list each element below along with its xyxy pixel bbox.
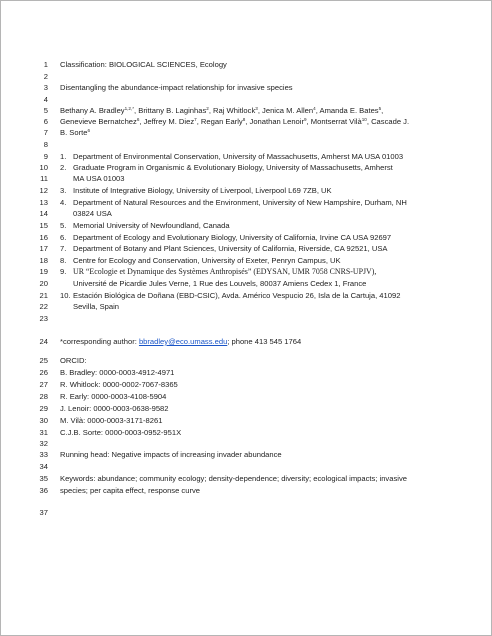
line-number: 13 <box>39 198 48 207</box>
affiliation-number: 5. <box>60 221 67 230</box>
phone-text: ; phone 413 545 1764 <box>227 337 302 346</box>
line-number: 36 <box>39 486 48 495</box>
affiliation-number: 10. <box>60 291 71 300</box>
line-number: 16 <box>39 233 48 242</box>
author-name: Jonathan Lenoir <box>249 117 304 126</box>
running-head: Running head: Negative impacts of increasing invader abundance <box>60 450 282 459</box>
line-number: 3 <box>43 83 48 92</box>
author-name: Raj Whitlock <box>213 106 256 115</box>
orcid-entry: R. Early: 0000-0003-4108-5904 <box>60 392 167 401</box>
affiliation-number: 9. <box>60 267 67 276</box>
author-affil: 6 <box>136 117 140 122</box>
line-number: 21 <box>39 291 48 300</box>
author-name: Regan Early <box>200 117 243 126</box>
author-affil: 7 <box>194 117 197 122</box>
keywords-line-1: Keywords: abundance; community ecology; density-dependence; diversity; ecological impacts; invasive <box>60 474 407 483</box>
orcid-entry: J. Lenoir: 0000-0003-0638-9582 <box>60 404 169 413</box>
affiliation-text: UR “Ecologie et Dynamique des Systèmes Anthropisés” (EDYSAN, UMR 7058 CNRS-UPJV), <box>73 267 377 276</box>
line-number: 22 <box>39 302 48 311</box>
line-number: 24 <box>39 337 48 346</box>
author-name: Amanda E. Bates <box>319 106 379 115</box>
line-number: 4 <box>43 95 48 104</box>
keywords-line-2: species; per capita effect, response curve <box>60 486 200 495</box>
affiliation-text: Centre for Ecology and Conservation, University of Exeter, Penryn Campus, UK <box>73 256 341 265</box>
author-name: Montserrat Vilà <box>310 117 362 126</box>
author-affil: 5 <box>378 106 382 111</box>
orcid-entry: R. Whitlock: 0000-0002-7067-8365 <box>60 380 178 389</box>
line-number: 27 <box>39 380 48 389</box>
affiliation-text-cont: Université de Picardie Jules Verne, 1 Rue des Louvels, 80037 Amiens Cedex 1, France <box>73 279 367 288</box>
email-link[interactable]: bbradley@eco.umass.edu <box>138 337 228 346</box>
orcid-entry: C.J.B. Sorte: 0000-0003-0952-951X <box>60 428 182 437</box>
line-number: 26 <box>39 368 48 377</box>
line-number: 31 <box>39 428 48 437</box>
paper-title: Disentangling the abundance-impact relationship for invasive species <box>60 83 293 92</box>
affiliation-text: Department of Natural Resources and the Environment, University of New Hampshire, Durham, NH <box>73 198 407 207</box>
line-number: 1 <box>43 60 48 69</box>
affiliation-number: 1. <box>60 152 67 161</box>
affiliation-number: 7. <box>60 244 67 253</box>
author-affil: 2 <box>206 106 209 111</box>
author-line-3 <box>60 128 90 138</box>
author-affil: 1,2,* <box>124 106 135 111</box>
line-number: 29 <box>39 404 48 413</box>
line-number: 35 <box>39 474 48 483</box>
author-name: Bethany A. Bradley <box>60 106 125 115</box>
line-number: 28 <box>39 392 48 401</box>
affiliation-number: 8. <box>60 256 67 265</box>
line-number: 15 <box>39 221 48 230</box>
line-number: 7 <box>43 128 48 137</box>
affiliation-text: Graduate Program in Organismic & Evolutionary Biology, University of Massachusetts, Amherst <box>73 163 393 172</box>
author-line-2: Genevieve Bernatchez$^6$, Jeffrey M. Diez$^7$, Regan Early$^8$, Jonathan Lenoir$^9$, Montserrat Vilà$^{10}$, Cascade J. <box>60 117 410 126</box>
line-number: 8 <box>43 140 48 149</box>
affiliation-number: 6. <box>60 233 67 242</box>
author-name: Genevieve Bernatchez <box>60 117 137 126</box>
line-number: 19 <box>39 267 48 276</box>
classification: Classification: BIOLOGICAL SCIENCES, Ecology <box>60 60 227 69</box>
line-number: 30 <box>39 416 48 425</box>
line-number: 12 <box>39 186 48 195</box>
line-number: 11 <box>40 174 48 183</box>
affiliation-number: 3. <box>60 186 67 195</box>
orcid-heading: ORCID: <box>60 356 87 365</box>
author-name: Jeffrey M. Diez <box>143 117 195 126</box>
author-line-1: Bethany A. Bradley$^{1,2,*}$, Brittany B. Laginhas$^2$, Raj Whitlock$^3$, Jenica M. Allen$^4$, Amanda E. Bates$^5$, <box>60 106 384 115</box>
corresponding-label: *corresponding author: <box>60 337 139 346</box>
line-number: 20 <box>39 279 48 288</box>
affiliation-text: Estación Biológica de Doñana (EBD-CSIC), Avda. Américo Vespucio 26, Isla de la Cartuja, 41092 <box>73 291 401 300</box>
author-name: Brittany B. Laginhas <box>138 106 207 115</box>
line-number: 25 <box>39 356 48 365</box>
affiliation-text-cont: Sevilla, Spain <box>73 302 120 311</box>
orcid-entry: B. Bradley: 0000-0003-4912-4971 <box>60 368 175 377</box>
affiliation-text: Department of Ecology and Evolutionary Biology, University of California, Irvine CA USA 92697 <box>73 233 392 242</box>
affiliation-text-cont: MA USA 01003 <box>73 174 125 183</box>
corresponding-author <box>60 337 301 347</box>
line-number: 23 <box>39 314 48 323</box>
line-number: 33 <box>39 450 48 459</box>
affiliation-text: Department of Environmental Conservation, University of Massachusetts, Amherst MA USA 01003 <box>73 152 404 161</box>
author-name-part: B. Sorte <box>60 128 88 137</box>
affiliation-number: 4. <box>60 198 67 207</box>
line-number: 14 <box>39 209 48 218</box>
line-number: 2 <box>43 72 48 81</box>
affiliation-text: Memorial University of Newfoundland, Canada <box>73 221 230 230</box>
author-affil: 6 <box>87 128 90 133</box>
line-number: 32 <box>39 439 48 448</box>
author-affil: 9 <box>303 117 307 122</box>
author-affil: 3 <box>255 106 258 111</box>
author-name: Jenica M. Allen <box>262 106 314 115</box>
affiliation-number: 2. <box>60 163 67 172</box>
line-number: 9 <box>43 152 48 161</box>
author-affil: 8 <box>242 117 246 122</box>
affiliation-text: Department of Botany and Plant Sciences, University of California, Riverside, CA 92521, USA <box>73 244 388 253</box>
line-number: 37 <box>39 508 48 517</box>
orcid-entry: M. Vilà: 0000-0003-3171-8261 <box>60 416 163 425</box>
line-number: 18 <box>39 256 48 265</box>
line-number: 6 <box>43 117 48 126</box>
author-affil: 4 <box>313 106 316 111</box>
author-name-part: Cascade J. <box>371 117 410 126</box>
line-number: 10 <box>39 163 48 172</box>
line-number: 34 <box>39 462 48 471</box>
affiliation-text-cont: 03824 USA <box>73 209 112 218</box>
author-affil: 10 <box>361 117 367 122</box>
line-number: 17 <box>39 244 48 253</box>
line-number: 5 <box>43 106 48 115</box>
affiliation-text: Institute of Integrative Biology, University of Liverpool, Liverpool L69 7ZB, UK <box>73 186 332 195</box>
